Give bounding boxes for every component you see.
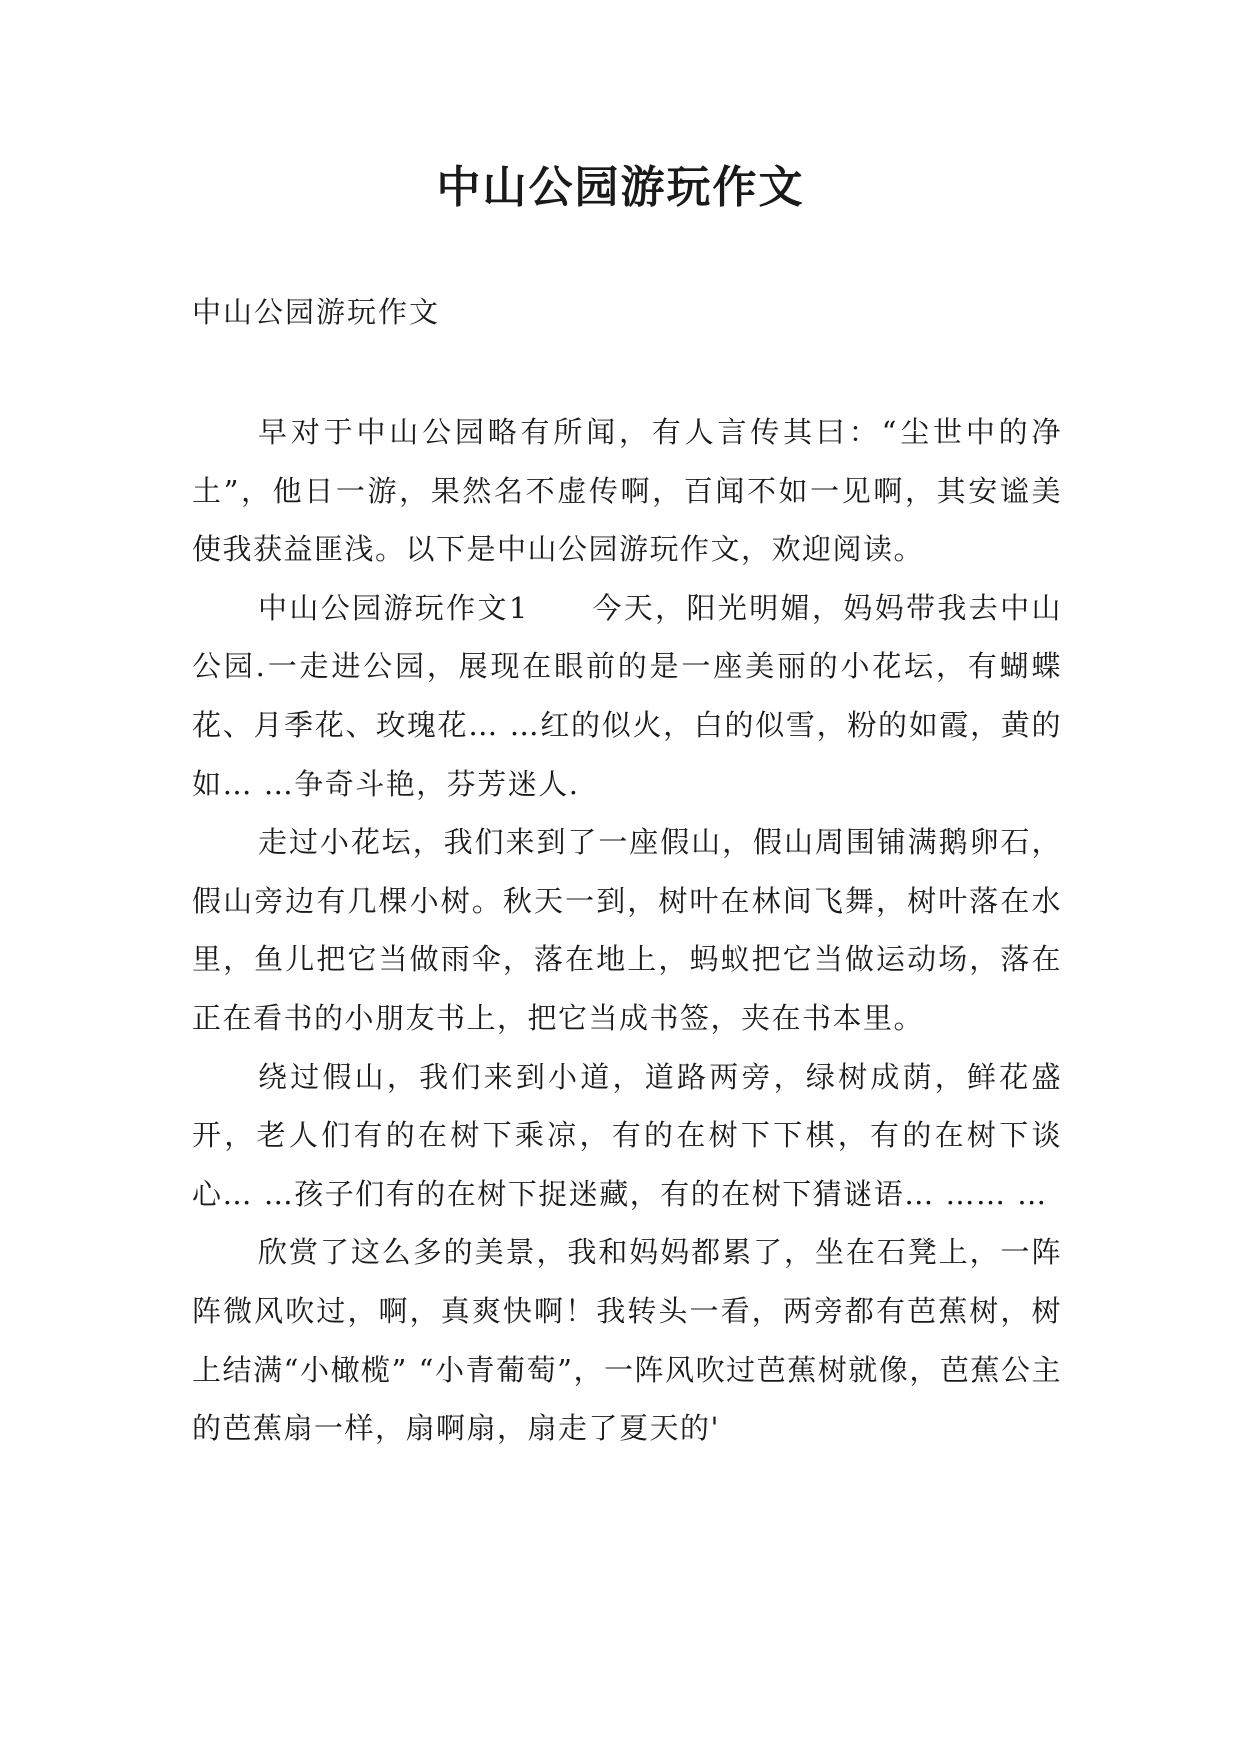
paragraph-1: 中山公园游玩作文1 今天，阳光明媚，妈妈带我去中山公园.一走进公园，展现在眼前的是一座美丽的小花坛，有蝴蝶花、月季花、玫瑰花… …红的似火，白的似雪，粉的如霞，黄的如… …争奇斗艳，芬芳迷人. [192,590,1062,801]
document-subtitle: 中山公园游玩作文 [192,295,441,329]
document-title: 中山公园游玩作文 [436,162,805,213]
paragraph-intro: 早对于中山公园略有所闻，有人言传其曰：“尘世中的净土”，他日一游，果然名不虚传啊，百闻不如一见啊，其安谧美使我获益匪浅。以下是中山公园游玩作文，欢迎阅读。 [192,415,1062,567]
paragraph-2: 走过小花坛，我们来到了一座假山，假山周围铺满鹅卵石，假山旁边有几棵小树。秋天一到，树叶在林间飞舞，树叶落在水里，鱼儿把它当做雨伞，落在地上，蚂蚁把它当做运动场，落在正在看书的小朋友书上，把它当成书签，夹在书本里。 [192,825,1062,1035]
paragraph-4: 欣赏了这么多的美景，我和妈妈都累了，坐在石凳上，一阵阵微风吹过，啊，真爽快啊！我转头一看，两旁都有芭蕉树，树上结满“小橄榄” “小青葡萄”，一阵风吹过芭蕉树就像，芭蕉公主的芭蕉扇一样，扇啊扇，扇走了夏天的' [192,1235,1062,1446]
paragraph-3: 绕过假山，我们来到小道，道路两旁，绿树成荫，鲜花盛开，老人们有的在树下乘凉，有的在树下下棋，有的在树下谈心… …孩子们有的在树下捉迷藏，有的在树下猜谜语… …… … [192,1059,1062,1211]
document-body [192,403,1062,1458]
